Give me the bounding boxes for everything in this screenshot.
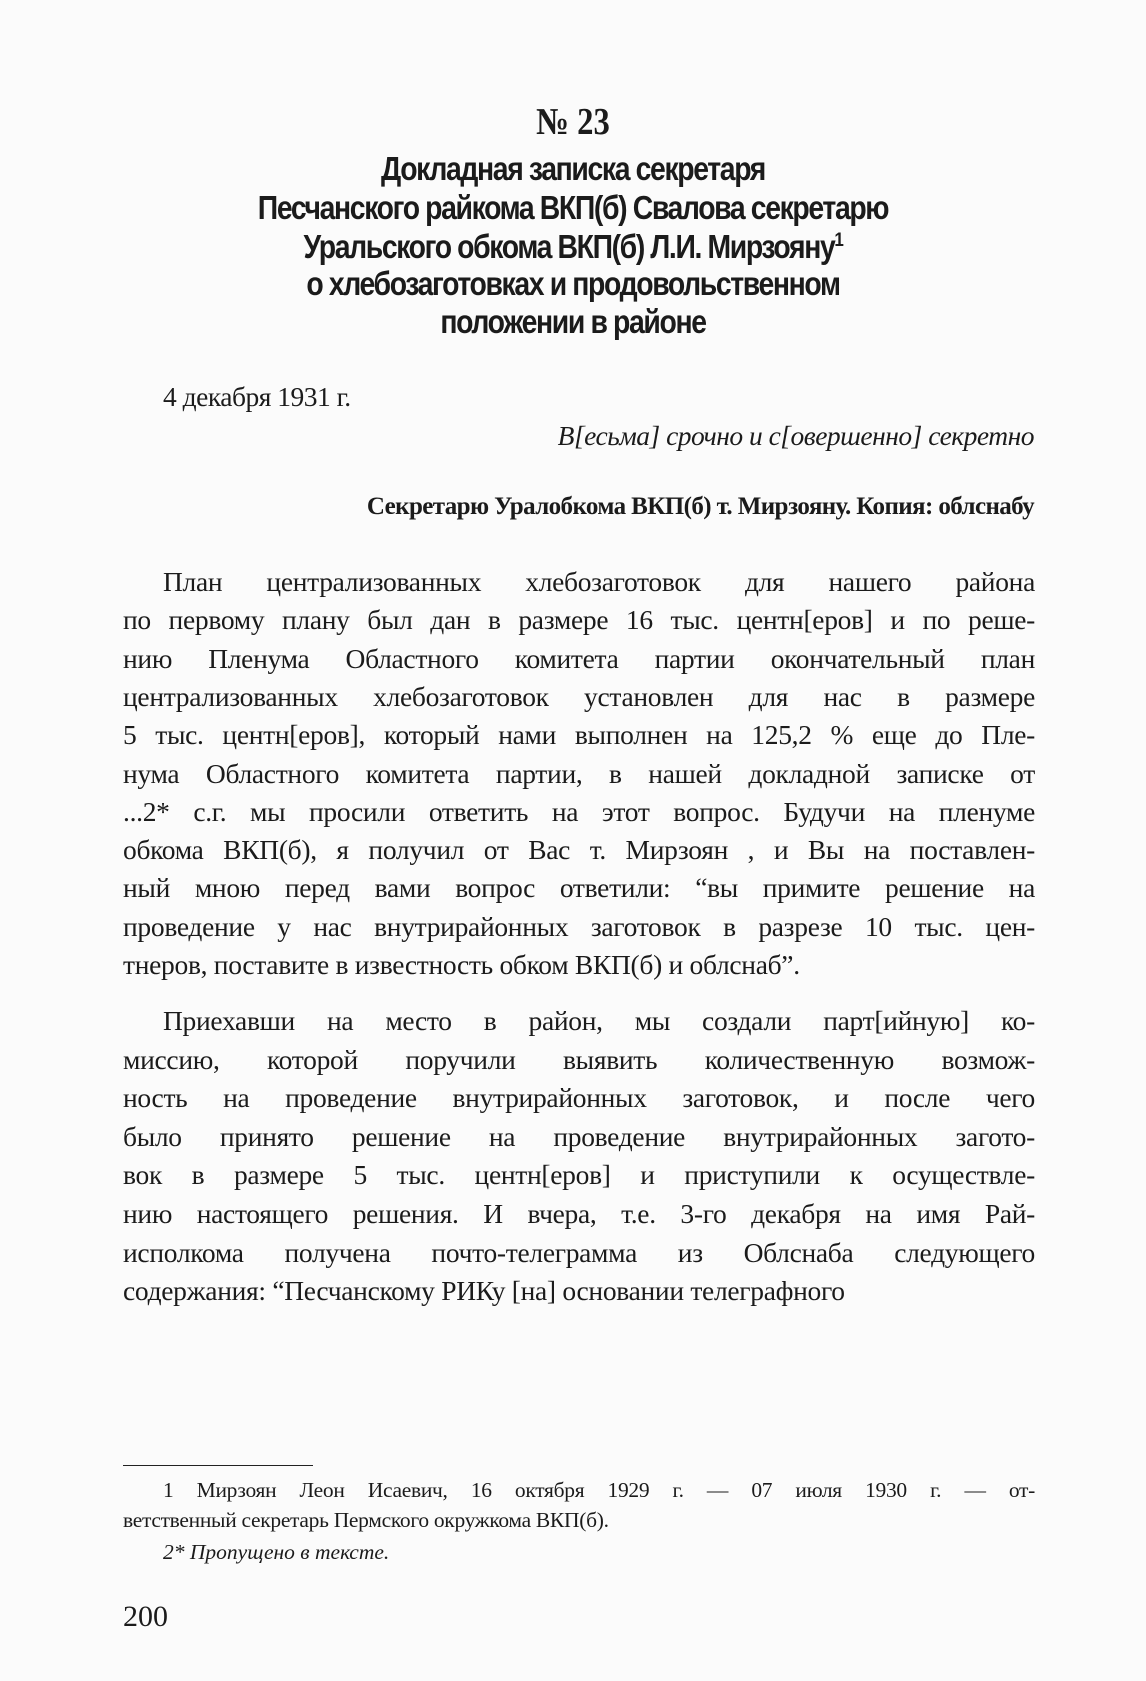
- paragraph1-line: проведение у нас внутрирайонных заготовок в разрезе 10 тыс. цен-: [123, 910, 1035, 942]
- title-line: Уральского обкома ВКП(б) Л.И. Мирзояну$^1$: [303, 228, 843, 265]
- footnote-mark: 1: [834, 229, 843, 251]
- paragraph1-line: централизованных хлебозаготовок установлен для нас в размере: [123, 680, 1035, 712]
- paragraph2-line: нию настоящего решения. И вчера, т.е. 3-го декабря на имя Рай-: [123, 1198, 1035, 1229]
- paragraph1-line: нума Областного комитета партии, в нашей докладной записке от: [123, 757, 1035, 789]
- paragraph2-line: ность на проведение внутрирайонных заготовок, и после чего: [123, 1082, 1035, 1114]
- secrecy-stamp: В[есьма] срочно и с[овершенно] секретно: [557, 420, 1034, 451]
- footnote-2: 2* Пропущено в тексте.: [163, 1540, 390, 1564]
- paragraph1-line: обкома ВКП(б), я получил от Вас т. Мирзоян , и Вы на поставлен-: [123, 834, 1035, 866]
- paragraph1-line: ...2* с.г. мы просили ответить на этот вопрос. Будучи на пленуме: [123, 795, 1035, 827]
- paragraph2-line: Приехавши на место в район, мы создали парт[ийную] ко-: [163, 1005, 1035, 1036]
- paragraph2-line: вок в размере 5 тыс. центн[еров] и приступили к осуществле-: [123, 1159, 1035, 1191]
- document-number: № 23: [536, 101, 610, 143]
- paragraph2-line: было принято решение на проведение внутрирайонных загото-: [123, 1120, 1035, 1152]
- title-line: положении в районе: [440, 303, 706, 340]
- title-line: Докладная записка секретаря: [381, 150, 765, 187]
- footnote-1-cont: ветственный секретарь Пермского окружкома ВКП(б).: [123, 1508, 609, 1532]
- addressee: Секретарю Уралобкома ВКП(б) т. Мирзояну. Копия: облснабу: [366, 493, 1034, 520]
- title-line: о хлебозаготовках и продовольственном: [306, 265, 840, 302]
- page-number: 200: [123, 1600, 168, 1633]
- paragraph2-line: содержания: “Песчанскому РИКу [на] основании телеграфного: [123, 1275, 845, 1307]
- footnote-divider: [123, 1465, 313, 1466]
- paragraph1-line: ный мною перед вами вопрос ответили: “вы примите решение на: [123, 872, 1035, 904]
- footnote-1: 1 Мирзоян Леон Исаевич, 16 октября 1929 г. — 07 июля 1930 г. — от-: [163, 1478, 1035, 1502]
- document-date: 4 декабря 1931 г.: [163, 381, 351, 412]
- paragraph1-line: План централизованных хлебозаготовок для нашего района: [163, 566, 1035, 597]
- paragraph1-line: по первому плану был дан в размере 16 тыс. центн[еров] и по реше-: [123, 604, 1035, 636]
- paragraph2-line: миссию, которой поручили выявить количественную возмож-: [123, 1043, 1035, 1075]
- title-line: Песчанского райкома ВКП(б) Свалова секретарю: [257, 189, 889, 226]
- paragraph1-line: нию Пленума Областного комитета партии окончательный план: [123, 642, 1035, 674]
- paragraph1-line: тнеров, поставите в известность обком ВКП(б) и облснаб”.: [123, 949, 800, 980]
- paragraph2-line: исполкома получена почто-телеграмма из Облснаба следующего: [123, 1236, 1035, 1268]
- paragraph1-line: 5 тыс. центн[еров], который нами выполнен на 125,2 % еще до Пле-: [123, 719, 1035, 751]
